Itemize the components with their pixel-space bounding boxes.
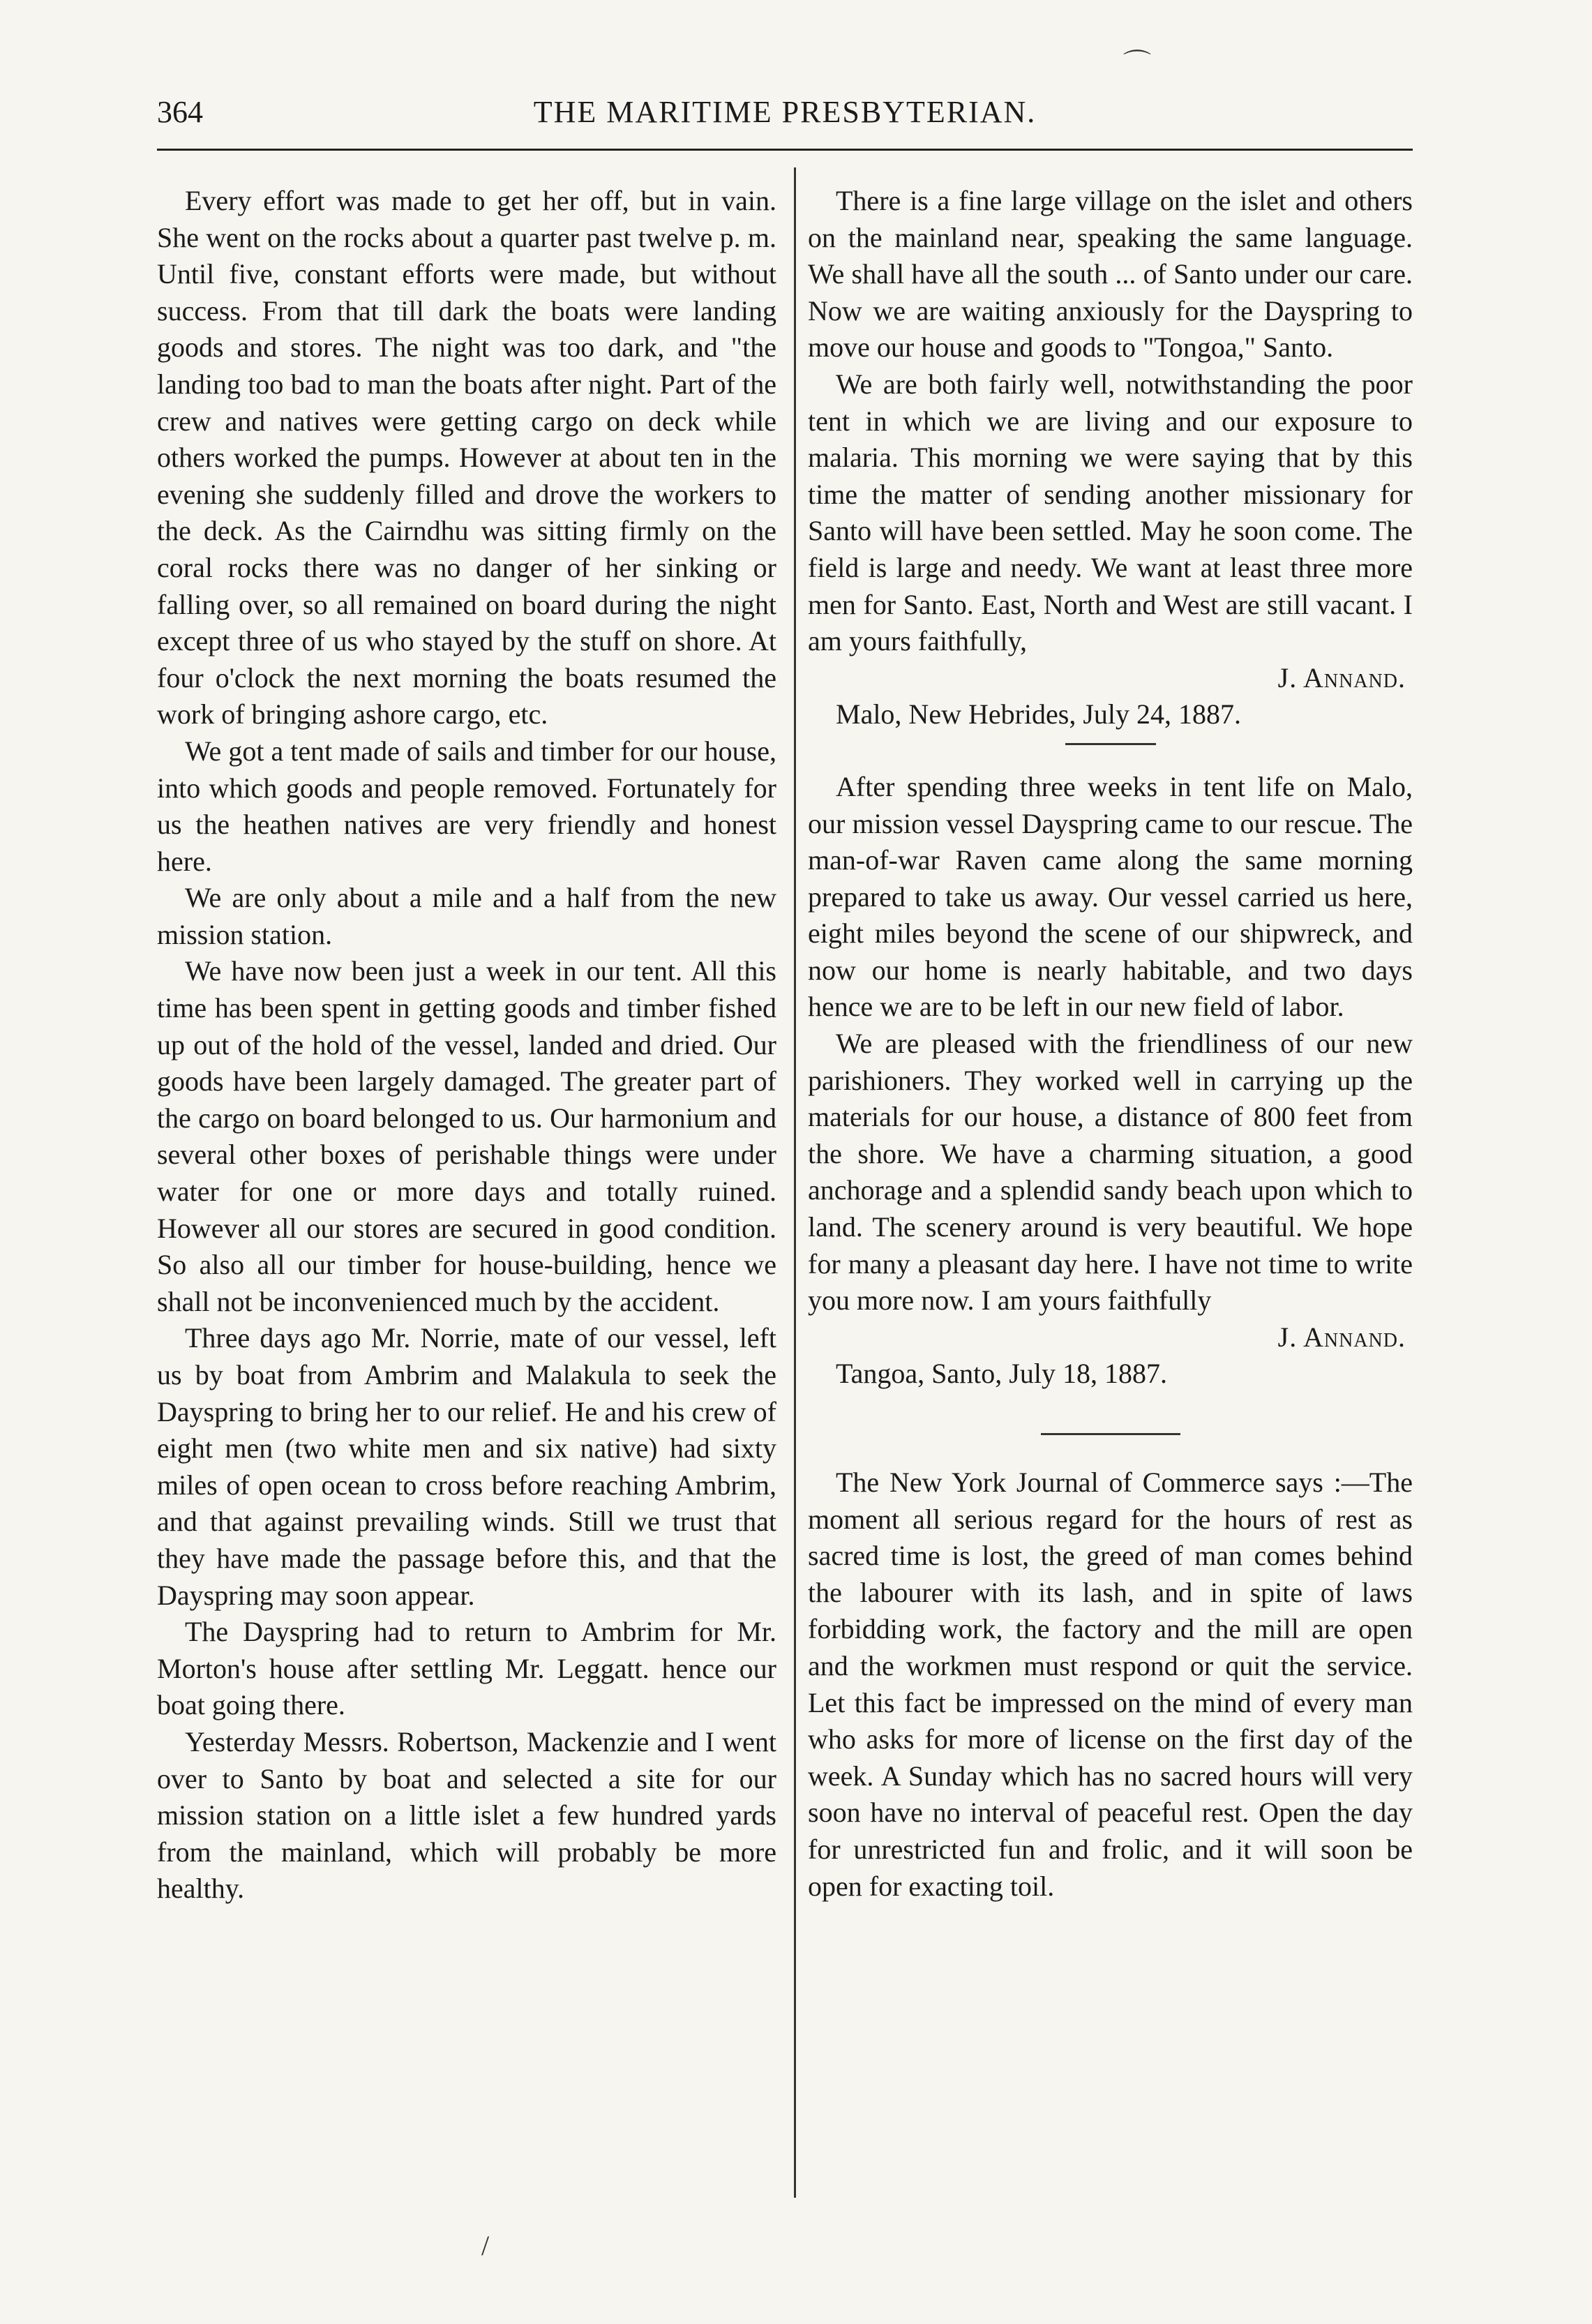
page-number: 364 <box>157 95 203 129</box>
dateline: Tangoa, Santo, July 18, 1887. <box>836 1358 1167 1390</box>
paragraph: We are both fairly well, notwithstanding the poor tent in which we are living and our exposure to malaria. This morning we were saying that by this time the matter of sending another missionary for Santo will have been settled. May he soon come. The field is large and needy. We want at least three more men for Santo. East, North and West are still vacant. I am yours faithfully, <box>808 368 1413 657</box>
page-header <box>157 87 1413 136</box>
section-rule <box>1065 743 1156 745</box>
stray-mark: ⌒ <box>1123 48 1151 80</box>
paragraph: Every effort was made to get her off, but in vain. She went on the rocks about a quarter past twelve p. m. Until five, constant efforts were made, but without success. From that till dark the boats were landing goods and stores. The night was too dark, and "the landing too bad to man the boats after night. Part of the crew and natives were getting cargo on deck while others worked the pumps. However at about ten in the evening she suddenly filled and drove the workers to the deck. As the Cairndhu was sitting firmly on the coral rocks there was no danger of her sinking or falling over, so all remained on board during the night except three of us who stayed by the stuff on shore. At four o'clock the next morning the boats resumed the work of bringing ashore cargo, etc. <box>157 185 776 730</box>
paragraph: We got a tent made of sails and timber for our house, into which goods and people removed. Fortunately for us the heathen natives are very friendly and honest here. <box>157 735 776 877</box>
paragraph: There is a fine large village on the islet and others on the mainland near, speaking the same language. We shall have all the south ... of Santo under our care. Now we are waiting anxiously for the Dayspring to move our house and goods to "Tongoa," Santo. <box>808 185 1413 363</box>
paragraph: After spending three weeks in tent life on Malo, our mission vessel Dayspring came to our rescue. The man-of-war Raven came along the same morning prepared to take us away. Our vessel carried us here, eight miles beyond the scene of our shipwreck, and now our home is nearly habitable, and two days hence we are to be left in our new field of labor. <box>808 770 1413 1023</box>
left-column <box>157 183 776 1907</box>
stray-mark: / <box>481 2230 490 2261</box>
paragraph: We are only about a mile and a half from the new mission station. <box>157 882 776 950</box>
paragraph: We are pleased with the friendliness of our new parishioners. They worked well in carrying up the materials for our house, a distance of 800 feet from the shore. We have a charming situation, a good anchorage and a splendid sandy beach upon which to land. The scenery around is very beautiful. We hope for many a pleasant day here. I have not time to write you more now. I am yours faithfully <box>808 1028 1413 1317</box>
paragraph: The New York Journal of Commerce says :—The moment all serious regard for the hours of rest as sacred time is lost, the greed of man comes behind the labourer with its lash, and in spite of laws forbidding work, the factory and the mill are open and the workmen must respond or quit the service. Let this fact be impressed on the mind of every man who asks for more of license on the first day of the week. A Sunday which has no sacred hours will very soon have no interval of peaceful rest. Open the day for unrestricted fun and frolic, and it will soon be open for exacting toil. <box>808 1467 1413 1902</box>
journal-title: THE MARITIME PRESBYTERIAN. <box>533 95 1037 129</box>
header-rule <box>157 149 1413 151</box>
paragraph: Three days ago Mr. Norrie, mate of our vessel, left us by boat from Ambrim and Malakula to seek the Dayspring to bring her to our relief. He and his crew of eight men (two white men and six native) had sixty miles of open ocean to cross before reaching Ambrim, and that against prevailing winds. Still we trust that they have made the passage before this, and that the Dayspring may soon appear. <box>157 1322 776 1611</box>
dateline: Malo, New Hebrides, July 24, 1887. <box>836 698 1242 730</box>
right-column <box>808 183 1413 1905</box>
signature: J. Annand. <box>1277 661 1406 694</box>
paragraph: We have now been just a week in our tent. All this time has been spent in getting goods and timber fished up out of the hold of the vessel, landed and dried. Our goods have been largely damaged. The greater part of the cargo on board belonged to us. Our harmonium and several other boxes of perishable things were under water for one or more days and totally ruined. However all our stores are secured in good condition. So also all our timber for house-building, hence we shall not be inconvenienced much by the accident. <box>157 955 776 1317</box>
column-divider <box>794 167 796 2198</box>
paragraph: The Dayspring had to return to Ambrim for Mr. Morton's house after settling Mr. Leggatt. hence our boat going there. <box>157 1616 776 1721</box>
signature: J. Annand. <box>1277 1321 1406 1353</box>
paragraph: Yesterday Messrs. Robertson, Mackenzie and I went over to Santo by boat and selected a site for our mission station on a little islet a few hundred yards from the mainland, which will probably be more healthy. <box>157 1725 776 1905</box>
section-rule <box>1041 1433 1180 1435</box>
